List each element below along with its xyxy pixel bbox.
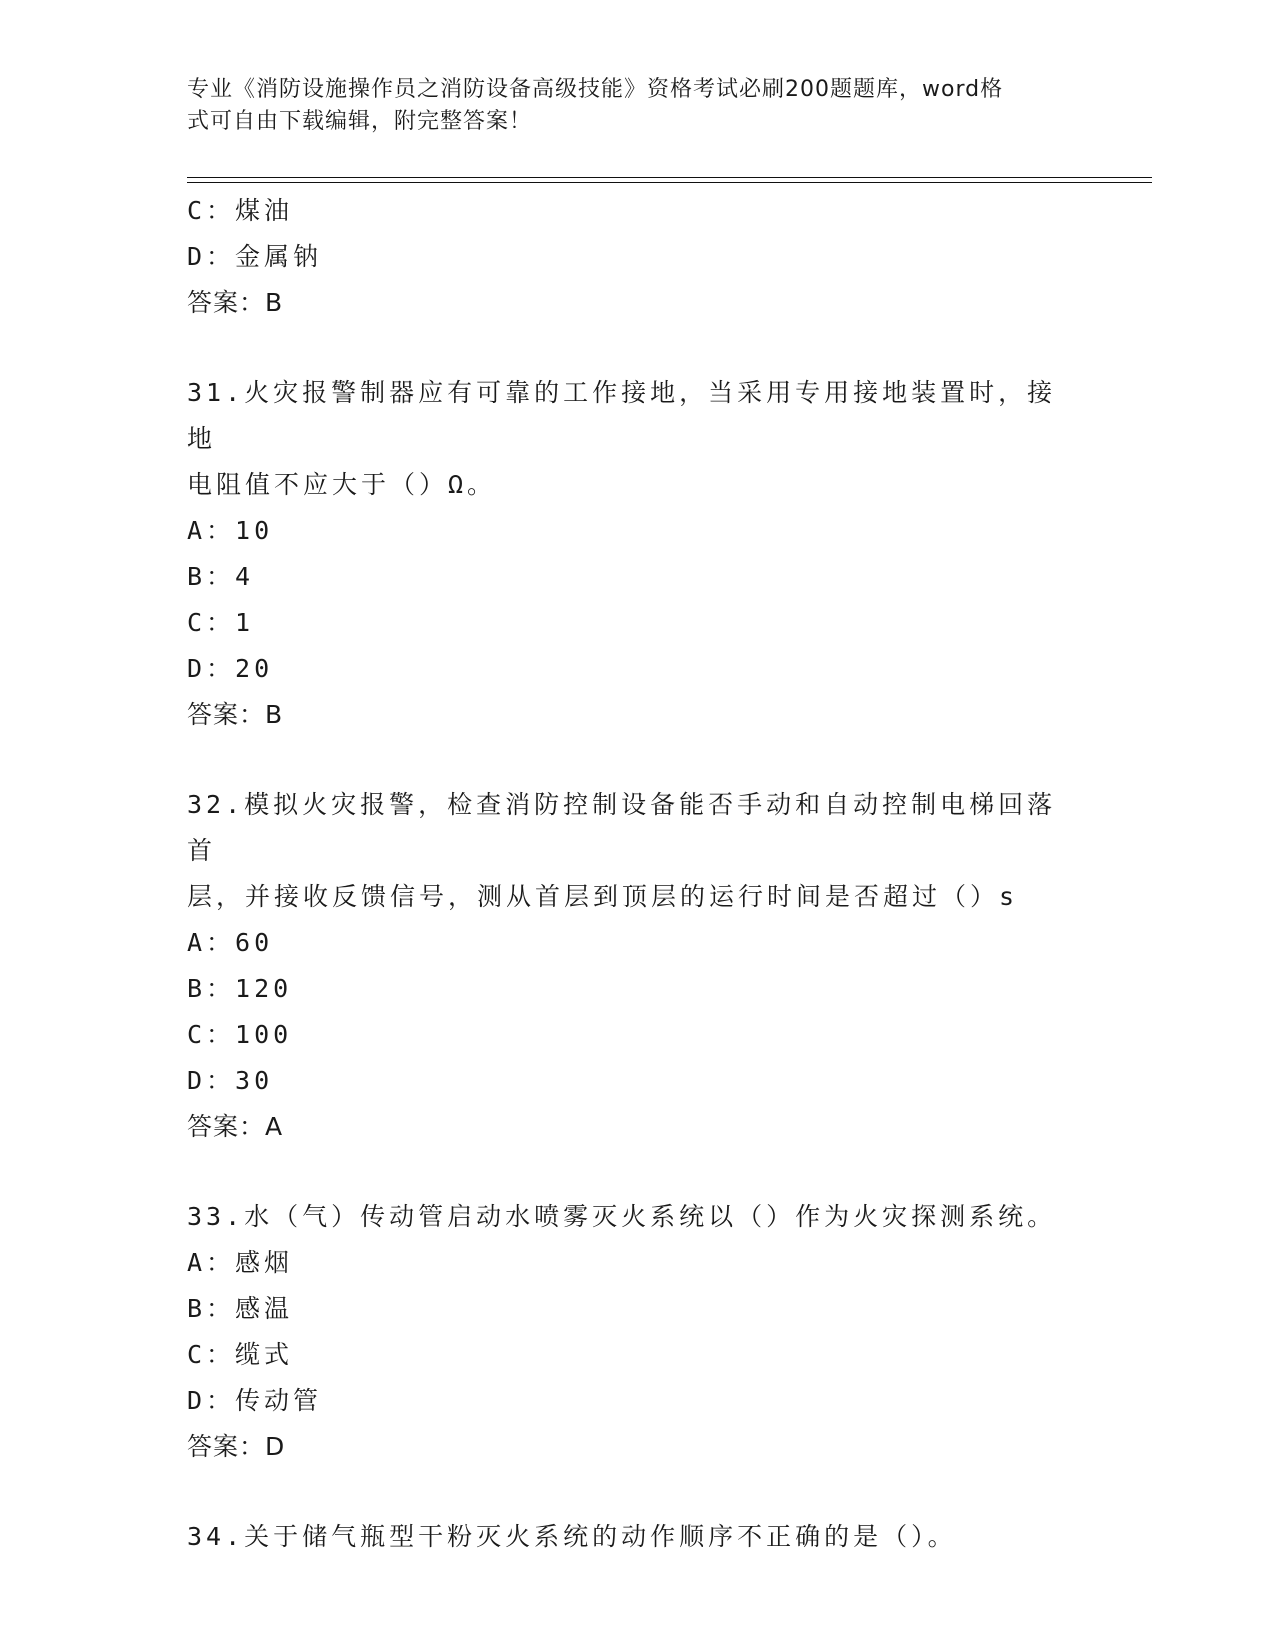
option-b: B：感温	[187, 1294, 294, 1323]
option-c: C：100	[187, 1020, 293, 1049]
option-d: D：20	[187, 654, 274, 683]
option-d: D：传动管	[187, 1386, 323, 1415]
question-30-tail	[187, 188, 1087, 326]
question-33	[187, 1194, 1087, 1470]
option-c: C：缆式	[187, 1340, 294, 1369]
question-32	[187, 782, 1087, 1150]
question-31	[187, 370, 1087, 738]
question-34	[187, 1514, 1087, 1560]
option-d: D：金属钠	[187, 242, 323, 271]
document-header	[187, 74, 1067, 138]
option-c: C：1	[187, 608, 255, 637]
question-text-line: 层，并接收反馈信号，测从首层到顶层的运行时间是否超过（）s	[187, 882, 1019, 911]
option-b: B：120	[187, 974, 293, 1003]
question-list	[187, 188, 1087, 1560]
question-text-line: 33.水（气）传动管启动水喷雾灭火系统以（）作为火灾探测系统。	[187, 1202, 1057, 1231]
option-a: A：10	[187, 516, 274, 545]
question-text-line: 32.模拟火灾报警，检查消防控制设备能否手动和自动控制电梯回落首	[187, 790, 1057, 865]
option-d: D：30	[187, 1066, 274, 1095]
answer-line: 答案：B	[187, 288, 284, 317]
question-text-line: 31.火灾报警制器应有可靠的工作接地，当采用专用接地装置时，接地	[187, 378, 1057, 453]
option-c: C：煤油	[187, 196, 294, 225]
header-line-1: 专业《消防设施操作员之消防设备高级技能》资格考试必刷200题题库，word格	[187, 77, 1004, 102]
header-rule-bottom	[187, 182, 1152, 183]
option-a: A：感烟	[187, 1248, 294, 1277]
question-text-line: 电阻值不应大于（）Ω。	[187, 470, 497, 499]
header-rule-top	[187, 177, 1152, 178]
option-a: A：60	[187, 928, 274, 957]
option-b: B：4	[187, 562, 255, 591]
header-line-2: 式可自由下载编辑，附完整答案！	[187, 109, 533, 134]
answer-line: 答案：B	[187, 700, 284, 729]
answer-line: 答案：D	[187, 1432, 286, 1461]
answer-line: 答案：A	[187, 1112, 284, 1141]
question-text-line: 34.关于储气瓶型干粉灭火系统的动作顺序不正确的是（）。	[187, 1522, 957, 1551]
